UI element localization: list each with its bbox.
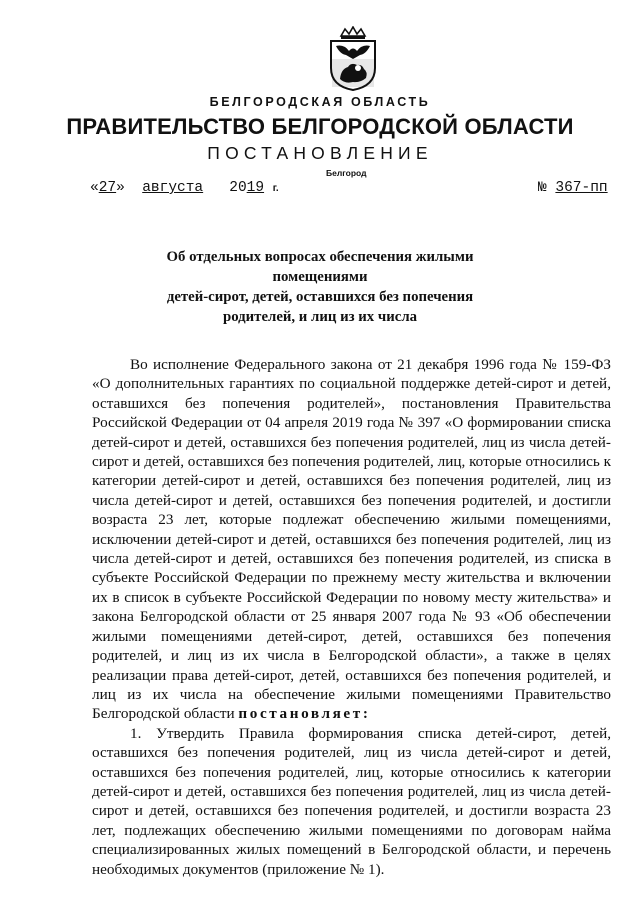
decree-number [538, 180, 608, 196]
item-1-paragraph: 1. Утвердить Правила формирования списка детей-сирот, детей, оставшихся без попечения родителей, лиц из числа детей-сирот и детей, оставшихся без попечения родителей, лиц, которые относились к категории детей-сирот и детей, оставшихся без попечения родителей, лиц из числа детей-сирот и детей, оставшихся без попечения родителей, и достигли возраста 23 лет, подлежащих обеспечению жилыми помещениями по договорам найма специализированных жилых помещений в Белгородской области, и перечень необходимых документов (приложение № 1). [92, 724, 611, 878]
preamble-text: Во исполнение Федерального закона от 21 декабря 1996 года № 159-ФЗ «О дополнительных гарантиях по социальной поддержке детей-сирот и детей, оставшихся без попечения родителей», постановления Правительства Российской Федерации от 04 апреля 2019 года № 397 «О формировании списка детей-сирот и детей, оставшихся без попечения родителей, лиц из числа детей-сирот и детей, оставшихся без попечения родителей, лиц, которые относились к категории детей-сирот и детей, оставшихся без попечения родителей, лиц из числа детей-сирот и детей, оставшихся без попечения родителей, и достигли возраста 23 лет, которые подлежат обеспечению жилыми помещениями, исключении детей-сирот и детей, оставшихся без попечения родителей, лиц из числа детей-сирот и детей, оставшихся без попечения родителей, из списка в субъекте Российской Федерации по прежнему месту жительства и включении их в список в субъекте Российской Федерации по новому месту жительства» и закона Белгородской области от 25 января 2007 года № 93 «Об обеспечении жилыми помещениями детей-сирот, детей, оставшихся без попечения родителей, и лиц из их числа в Белгородской области», а также в целях реализации права детей-сирот, детей, оставшихся без попечения родителей, и лиц из их числа на обеспечение жилыми помещениями Правительство Белгородской области [92, 356, 611, 723]
title-line-3: родителей, и лиц из их числа [222, 309, 418, 325]
city-name: Белгород [326, 168, 367, 178]
document-body [92, 355, 611, 879]
coat-of-arms-icon [327, 26, 379, 92]
date-year-suffix: 19 [246, 180, 265, 196]
date-year-prefix: 20 [229, 180, 247, 196]
date-close-quote: » [116, 180, 125, 196]
decree-date [90, 180, 279, 196]
resolves-keyword: постановляет: [238, 705, 371, 723]
government-name: ПРАВИТЕЛЬСТВО БЕЛГОРОДСКОЙ ОБЛАСТИ [66, 114, 574, 139]
date-year-mark: г. [272, 183, 279, 194]
document-type: ПОСТАНОВЛЕНИЕ [207, 143, 433, 163]
date-day: 27 [98, 180, 117, 196]
preamble-paragraph [92, 355, 611, 724]
title-line-1: Об отдельных вопросах обеспечения жилыми помещениями [166, 249, 474, 285]
number-value: 367-пп [555, 180, 608, 196]
region-name: БЕЛГОРОДСКАЯ ОБЛАСТЬ [209, 95, 431, 109]
document-title [120, 247, 520, 327]
date-month: августа [142, 180, 204, 196]
date-open-quote: « [90, 180, 99, 196]
title-line-2: детей-сирот, детей, оставшихся без попечения [166, 289, 474, 305]
number-sign: № [538, 180, 547, 196]
